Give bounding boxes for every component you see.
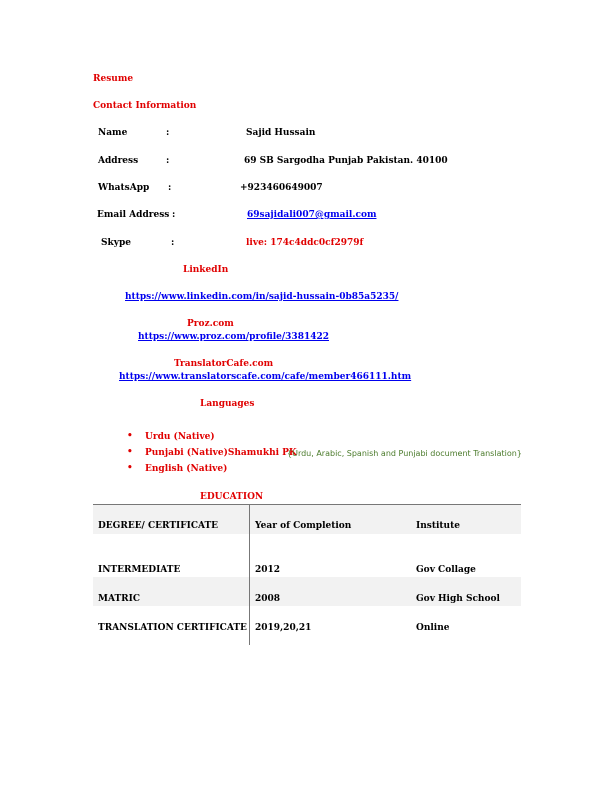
education-heading: EDUCATION — [200, 492, 264, 502]
bullet-icon: • — [127, 447, 133, 457]
col-header-degree: DEGREE/ CERTIFICATE — [98, 521, 219, 531]
language-item: Urdu (Native) — [145, 432, 215, 442]
proz-link[interactable]: https://www.proz.com/profile/3381422 — [138, 332, 330, 342]
col-header-institute: Institute — [416, 521, 460, 531]
colon: : — [168, 183, 172, 193]
colon: : — [172, 210, 176, 220]
linkedin-label: LinkedIn — [183, 265, 229, 275]
table-cell-year: 2008 — [255, 594, 281, 604]
translatorcafe-link[interactable]: https://www.translatorscafe.com/cafe/member466111.htm — [119, 372, 412, 382]
table-cell-degree: MATRIC — [98, 594, 141, 604]
email-link[interactable]: 69sajidali007@gmail.com — [247, 210, 377, 220]
colon: : — [171, 238, 175, 248]
address-label: Address — [98, 156, 139, 166]
translation-note: {Urdu, Arabic, Spanish and Punjabi document Translation} — [287, 449, 522, 458]
resume-title: Resume — [93, 74, 134, 84]
languages-heading: Languages — [200, 399, 255, 409]
skype-label: Skype — [101, 238, 131, 248]
table-cell-institute: Gov High School — [416, 594, 500, 604]
language-item: Punjabi (Native)Shamukhi PK — [145, 448, 297, 458]
language-item: English (Native) — [145, 464, 228, 474]
proz-label: Proz.com — [187, 319, 234, 329]
contact-heading: Contact Information — [93, 101, 197, 111]
table-cell-year: 2012 — [255, 565, 281, 575]
table-cell-degree: TRANSLATION CERTIFICATE — [98, 623, 247, 633]
whatsapp-label: WhatsApp — [98, 183, 150, 193]
colon: : — [166, 156, 170, 166]
skype-value: live: 174c4ddc0cf2979f — [246, 238, 364, 248]
table-cell-institute: Gov Collage — [416, 565, 476, 575]
translatorcafe-label: TranslatorCafe.com — [174, 359, 274, 369]
bullet-icon: • — [127, 463, 133, 473]
colon: : — [166, 128, 170, 138]
linkedin-link[interactable]: https://www.linkedin.com/in/sajid-hussain-0b85a5235/ — [125, 292, 399, 302]
name-label: Name — [98, 128, 128, 138]
table-cell-degree: INTERMEDIATE — [98, 565, 181, 575]
whatsapp-value: +923460649007 — [240, 183, 323, 193]
email-label: Email Address — [97, 210, 170, 220]
bullet-icon: • — [127, 431, 133, 441]
col-header-year: Year of Completion — [255, 521, 352, 531]
name-value: Sajid Hussain — [246, 128, 316, 138]
table-top-border — [93, 504, 521, 505]
address-value: 69 SB Sargodha Punjab Pakistan. 40100 — [244, 156, 448, 166]
table-cell-year: 2019,20,21 — [255, 623, 312, 633]
table-column-divider — [249, 504, 250, 645]
table-cell-institute: Online — [416, 623, 450, 633]
